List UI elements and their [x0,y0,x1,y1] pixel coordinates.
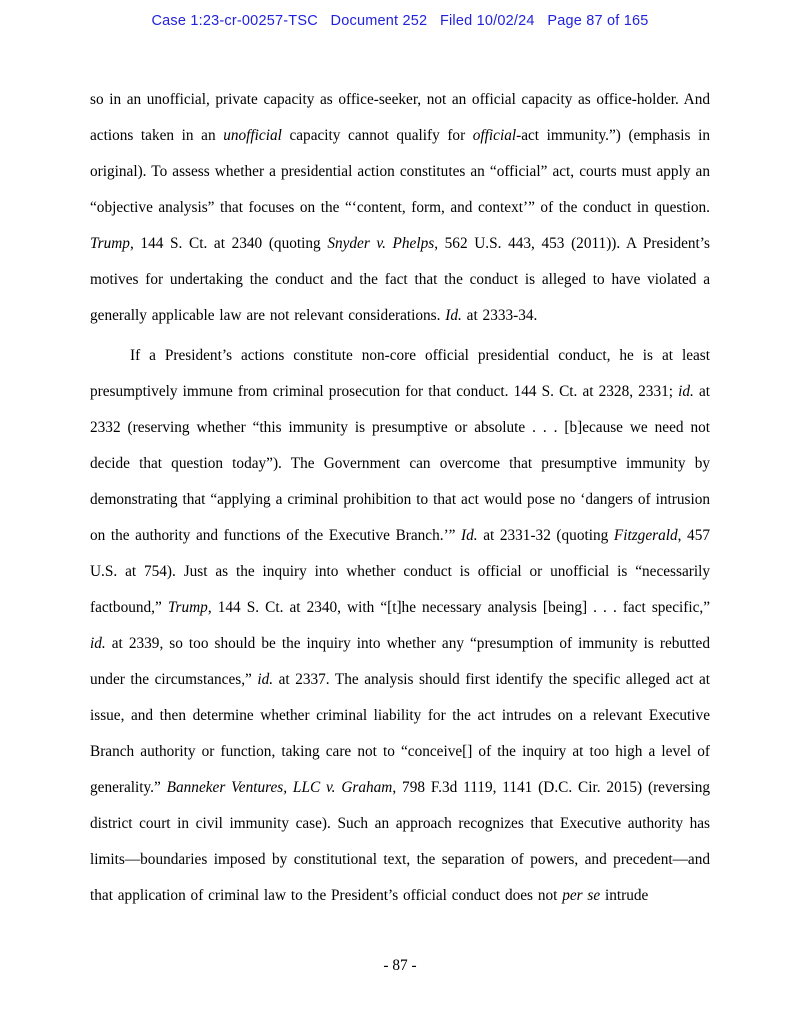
italic-text-run: Trump [167,599,208,616]
text-run: If a President’s actions constitute non-core official presidential conduct, he is at least presumptively immune from criminal prosecution for that conduct. 144 S. Ct. at 2328, 2331; [90,347,710,400]
text-run: at 2337. The analysis should first identify the specific alleged act at issue, and then determine whether criminal liability for the act intrudes on a relevant Executive Branch authority or function, taking care not to “conceive[] of the inquiry at too high a level of generality.” [90,671,711,796]
paragraph [90,338,710,914]
text-run: intrude [600,887,649,904]
italic-text-run: id. [257,671,274,688]
text-run: -act immunity.”) (emphasis in original). To assess whether a presidential action constitutes an “official” act, courts must apply an “objective analysis” that focuses on the “‘content, form, and context’” of the conduct in question. [90,127,710,216]
text-run: at 2339, so too should be the inquiry into whether any “presumption of immunity is rebutted under the circumstances,” [90,635,710,688]
text-run: , 457 U.S. at 754). Just as the inquiry into whether conduct is official or unofficial is “necessarily factbound,” [90,527,710,616]
text-run: , 798 F.3d 1119, 1141 (D.C. Cir. 2015) (reversing district court in civil immunity case). Such an approach recognizes that Executive authority has limits—boundaries imposed by constitutional text, the separation of powers, and precedent—and that application of criminal law to the President’s official conduct does not [90,779,710,904]
italic-text-run: Fitzgerald [613,527,678,544]
paragraph [90,82,710,334]
text-run: , 562 U.S. 443, 453 (2011)). A President’s motives for undertaking the conduct and the fact that the conduct is alleged to have violated a generally applicable law are not relevant considerations. [90,235,710,324]
text-run: so in an unofficial, private capacity as office-seeker, not an official capacity as office-holder. And actions taken in an [90,91,710,144]
italic-text-run: Id. [445,307,462,324]
page-number-footer: - 87 - [383,957,417,974]
text-run: at 2331-32 (quoting [477,527,614,544]
text-run: , 144 S. Ct. at 2340, with “[t]he necessary analysis [being] . . . fact specific,” [207,599,711,616]
italic-text-run: per se [562,887,601,904]
text-run: at 2333-34. [461,307,538,324]
italic-text-run: Trump [90,235,130,252]
italic-text-run: unofficial [223,127,282,144]
italic-text-run: Banneker Ventures, LLC v. Graham [166,779,393,796]
italic-text-run: Id. [461,527,478,544]
document-body [90,82,710,914]
italic-text-run: id. [678,383,694,400]
case-stamp-header: Case 1:23-cr-00257-TSC Document 252 Filed 10/02/24 Page 87 of 165 [151,13,649,29]
italic-text-run: Snyder v. Phelps [327,235,435,252]
italic-text-run: id. [90,635,106,652]
text-run: , 144 S. Ct. at 2340 (quoting [129,235,328,252]
italic-text-run: official [472,127,517,144]
text-run: capacity cannot qualify for [281,127,473,144]
text-run: at 2332 (reserving whether “this immunity is presumptive or absolute . . . [b]ecause we need not decide that question today”). The Government can overcome that presumptive immunity by demonstrating that “applying a criminal prohibition to that act would pose no ‘dangers of intrusion on the authority and functions of the Executive Branch.’” [90,383,710,544]
